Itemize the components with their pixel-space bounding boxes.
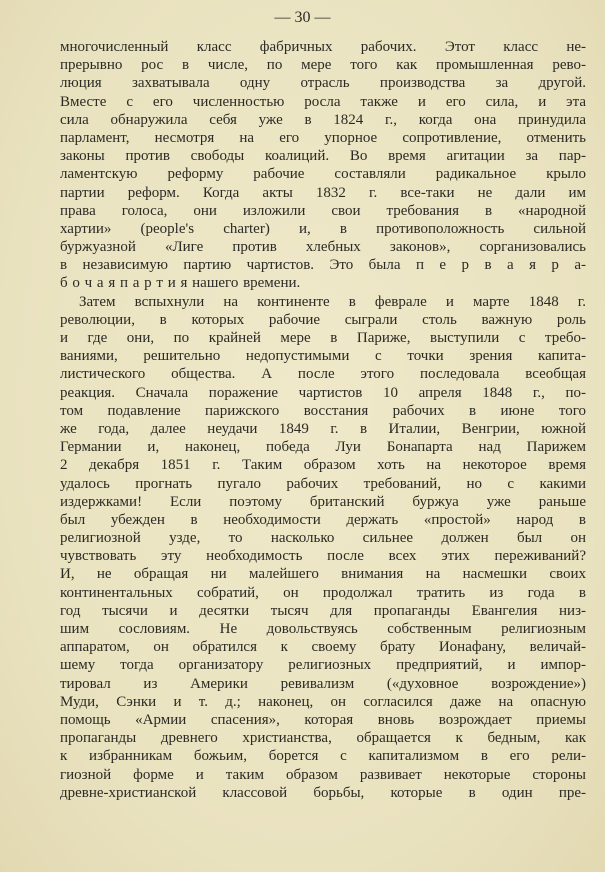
text-line: И, не обращая ни малейшего внимания на насмешки своих xyxy=(60,566,586,583)
text-line: партии реформ. Когда акты 1832 г. все-таки не дали им xyxy=(60,184,586,201)
text-line: ламентскую реформу рабочие составляли радикальное крыло xyxy=(60,166,586,183)
text-line: прерывно рос в числе, по мере того как промышленная рево- xyxy=(60,57,586,74)
text-line: и где они, по крайней мере в Париже, выступили с требо- xyxy=(60,330,586,346)
text-line: шим сословиям. Не довольствуясь собственным религиозным xyxy=(60,621,586,637)
text-line: гиозной форме и таким образом развивает некоторые стороны xyxy=(60,766,586,783)
text-line: год тысячи и десятки тысяч для пропаганды Евангелия низ- xyxy=(60,602,586,619)
text-line: был убежден в необходимости держать «простой» народ в xyxy=(60,511,586,528)
text-line: 2 декабря 1851 г. Таким образом хоть на некоторое время xyxy=(60,457,586,474)
text-line: люция захватывала одну отрасль производства за другой. xyxy=(60,75,586,92)
text-line: тировал из Америки ревивализм («духовное возрождение») xyxy=(60,675,586,692)
text-line: древне-христианской классовой борьбы, которые в один пре- xyxy=(60,784,586,801)
page-number: — 30 — xyxy=(274,9,331,26)
body-text xyxy=(60,38,586,802)
text-line: многочисленный класс фабричных рабочих. Этот класс не- xyxy=(60,39,586,55)
text-line: чувствовать эту необходимость после всех этих переживаний? xyxy=(60,548,586,565)
text-line: буржуазной «Лиге против хлебных законов», сорганизовались xyxy=(60,239,586,256)
text-line: аппаратом, он обратился к своему брату Ионафану, величай- xyxy=(60,639,586,656)
text-line: к избранникам божьим, борется с капитализмом в его рели- xyxy=(60,748,586,765)
text-line: права голоса, они изложили свои требования в «народной xyxy=(60,202,586,219)
text-line: пропаганды древнего христианства, обращается к бедным, как xyxy=(60,730,586,747)
text-line: Затем вспыхнули на континенте в феврале и марте 1848 г. xyxy=(79,293,586,310)
text-line: б о ч а я п а р т и я нашего времени. xyxy=(60,275,301,292)
text-line: ваниями, решительно недопустимыми с точки зрения капита- xyxy=(60,348,586,365)
text-line: хартии» (people's charter) и, в противоположность сильной xyxy=(60,220,586,237)
text-line: парламент, несмотря на его упорное сопротивление, отменить xyxy=(60,129,586,146)
text-line: континентальных собратий, он продолжал тратить из года в xyxy=(60,584,586,601)
text-line: религиозной узде, то насколько сильнее должен был он xyxy=(60,530,586,547)
text-line: издержками! Если поэтому британский буржуа уже раньше xyxy=(60,493,586,510)
text-line: том подавление парижского восстания рабочих в июне того xyxy=(60,402,586,419)
text-line: революции, в которых рабочие сыграли столь важную роль xyxy=(60,311,586,328)
text-line: шему тогда организатору религиозных предприятий, и импор- xyxy=(60,657,586,674)
text-line: Вместе с его численностью росла также и его сила, и эта xyxy=(60,93,586,110)
text-line: удалось прогнать пугало рабочих требований, но с какими xyxy=(60,475,586,492)
text-line: Германии и, наконец, победа Луи Бонапарта над Парижем xyxy=(60,439,586,456)
text-line: реакция. Сначала поражение чартистов 10 апреля 1848 г., по- xyxy=(60,384,586,401)
text-line: в независимую партию чартистов. Это была п е р в а я р а- xyxy=(60,257,586,274)
text-line: листического общества. А после этого последовала всеобщая xyxy=(60,366,586,383)
text-line: сила обнаружила себя уже в 1824 г., когда она принудила xyxy=(60,111,586,128)
text-line: Муди, Сэнки и т. д.; наконец, он согласился даже на опасную xyxy=(60,693,586,710)
text-line: помощь «Армии спасения», которая вновь возрождает приемы xyxy=(60,711,586,728)
text-line: же года, далее неудачи 1849 г. в Италии, Венгрии, южной xyxy=(60,420,586,437)
text-line: законы против свободы коалиций. Во время агитации за пар- xyxy=(60,148,586,165)
